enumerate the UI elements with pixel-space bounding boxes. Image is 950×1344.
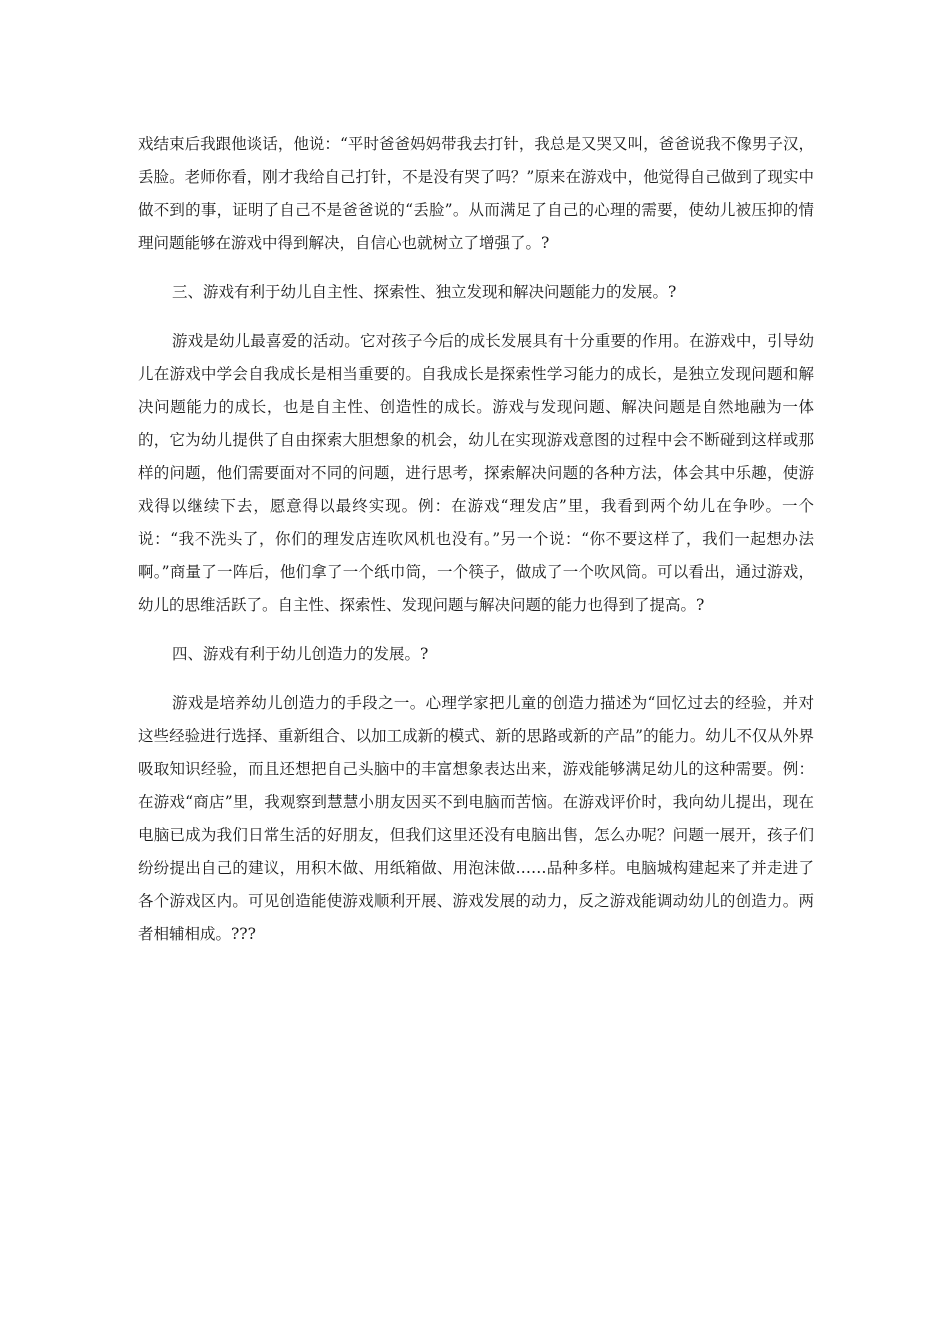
section-heading-three: 三、游戏有利于幼儿自主性、探索性、独立发现和解决问题能力的发展。? [172,283,677,301]
body-paragraph-section-three: 游戏是幼儿最喜爱的活动。它对孩子今后的成长发展具有十分重要的作用。在游戏中，引导幼儿在游戏中学会自我成长是相当重要的。自我成长是探索性学习能力的成长，是独立发现问题和解决问题能力的成长，也是自主性、创造性的成长。游戏与发现问题、解决问题是自然地融为一体的，它为幼儿提供了自由探索大胆想象的机会，幼儿在实现游戏意图的过程中会不断碰到这样或那样的问题，他们需要面对不同的问题，进行思考，探索解决问题的各种方法，体会其中乐趣，使游戏得以继续下去，愿意得以最终实现。例：在游戏“理发店”里，我看到两个幼儿在争吵。一个说：“我不洗头了，你们的理发店连吹风机也没有。”另一个说：“你不要这样了，我们一起想办法啊。”商量了一阵后，他们拿了一个纸巾筒，一个筷子，做成了一个吹风筒。可以看出，通过游戏，幼儿的思维活跃了。自主性、探索性、发现问题与解决问题的能力也得到了提高。? [138,332,814,614]
section-heading-four: 四、游戏有利于幼儿创造力的发展。? [172,645,429,663]
body-paragraph-section-four: 游戏是培养幼儿创造力的手段之一。心理学家把儿童的创造力描述为“回忆过去的经验，并对这些经验进行选择、重新组合、以加工成新的模式、新的思路或新的产品”的能力。幼儿不仅从外界吸取知识经验，而且还想把自己头脑中的丰富想象表达出来，游戏能够满足幼儿的这种需要。例：在游戏“商店”里，我观察到慧慧小朋友因买不到电脑而苦恼。在游戏评价时，我向幼儿提出，现在电脑已成为我们日常生活的好朋友，但我们这里还没有电脑出售，怎么办呢？问题一展开，孩子们纷纷提出自己的建议，用积木做、用纸箱做、用泡沫做……品种多样。电脑城构建起来了并走进了各个游戏区内。可见创造能使游戏顺利开展、游戏发展的动力，反之游戏能调动幼儿的创造力。两者相辅相成。??? [138,694,814,943]
body-paragraph-continued: 戏结束后我跟他谈话，他说：“平时爸爸妈妈带我去打针，我总是又哭又叫，爸爸说我不像男子汉，丢脸。老师你看，刚才我给自己打针，不是没有哭了吗？”原来在游戏中，他觉得自己做到了现实中做不到的事，证明了自己不是爸爸说的“丢脸”。从而满足了自己的心理的需要，使幼儿被压抑的情理问题能够在游戏中得到解决，自信心也就树立了增强了。? [138,135,814,252]
document-body [138,128,814,951]
